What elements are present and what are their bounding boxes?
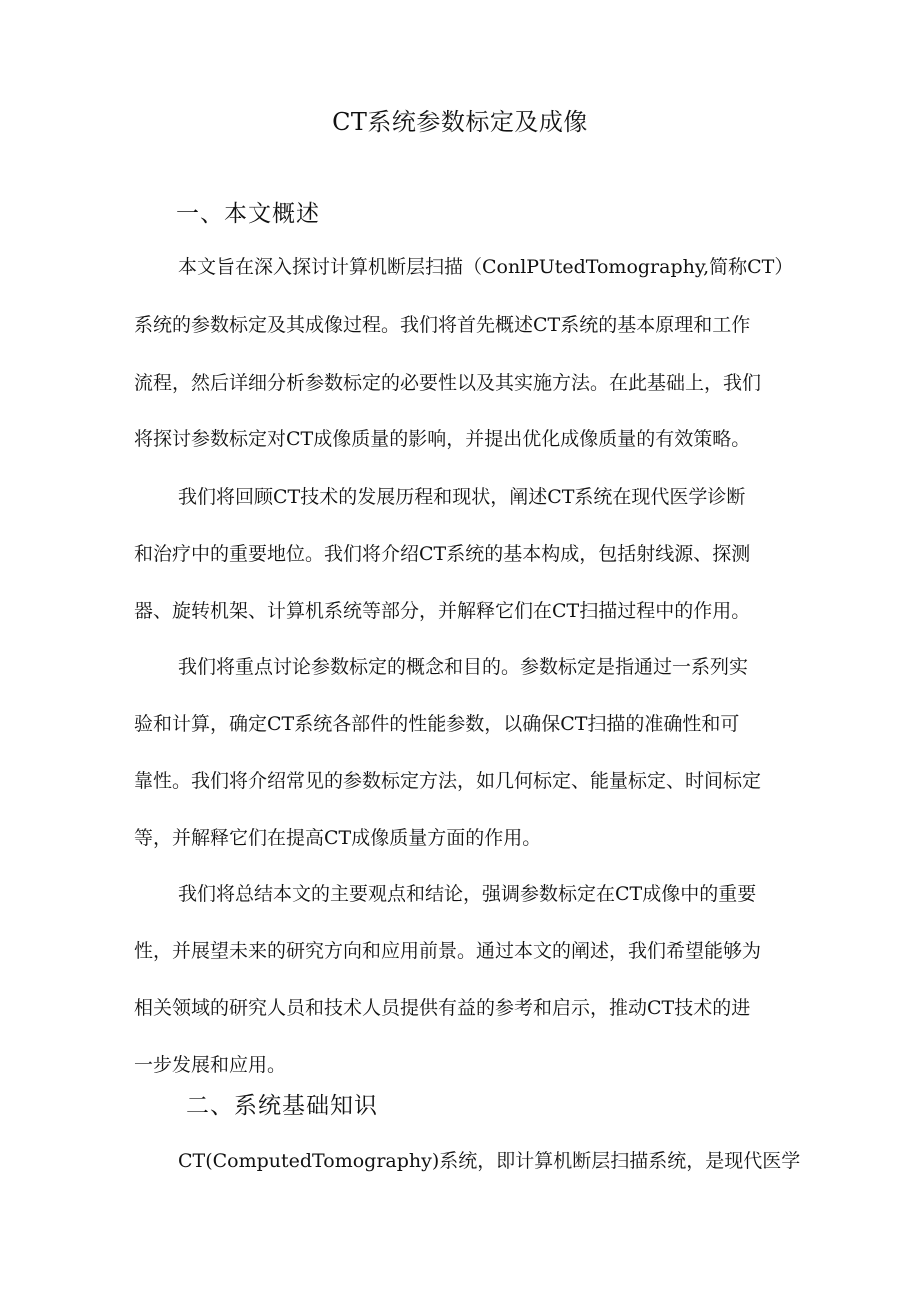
paragraph-line: 我们将回顾CT技术的发展历程和现状，阐述CT系统在现代医学诊断 — [178, 486, 746, 508]
paragraph-line: 等，并解释它们在提高CT成像质量方面的作用。 — [134, 827, 542, 849]
paragraph-line: 将探讨参数标定对CT成像质量的影响，并提出优化成像质量的有效策略。 — [134, 428, 751, 450]
paragraph-line: 验和计算，确定CT系统各部件的性能参数，以确保CT扫描的准确性和可 — [134, 713, 740, 735]
section-heading-basics: 二、系统基础知识 — [186, 1093, 378, 1119]
paragraph-line: 性，并展望未来的研究方向和应用前景。通过本文的阐述，我们希望能够为 — [134, 940, 762, 962]
paragraph-line: 我们将总结本文的主要观点和结论，强调参数标定在CT成像中的重要 — [178, 883, 757, 905]
section-heading-overview: 一、本文概述 — [176, 201, 320, 227]
paragraph-line: 流程，然后详细分析参数标定的必要性以及其实施方法。在此基础上，我们 — [134, 372, 762, 394]
paragraph-line: 器、旋转机架、计算机系统等部分，并解释它们在CT扫描过程中的作用。 — [134, 600, 751, 622]
paragraph-line: 我们将重点讨论参数标定的概念和目的。参数标定是指通过一系列实 — [178, 656, 749, 678]
paragraph-line: 本文旨在深入探讨计算机断层扫描（ConlPUtedTomography,简称CT） — [178, 256, 794, 278]
paragraph-line: 相关领域的研究人员和技术人员提供有益的参考和启示，推动CT技术的进 — [134, 997, 751, 1019]
document-title: CT系统参数标定及成像 — [332, 108, 588, 136]
paragraph-line: CT(ComputedTomography)系统，即计算机断层扫描系统，是现代医学 — [178, 1150, 801, 1172]
paragraph-line: 和治疗中的重要地位。我们将介绍CT系统的基本构成，包括射线源、探测 — [134, 543, 751, 565]
paragraph-line: 靠性。我们将介绍常见的参数标定方法，如几何标定、能量标定、时间标定 — [134, 770, 762, 792]
paragraph-line: 系统的参数标定及其成像过程。我们将首先概述CT系统的基本原理和工作 — [134, 314, 751, 336]
paragraph-line: 一步发展和应用。 — [134, 1054, 287, 1076]
